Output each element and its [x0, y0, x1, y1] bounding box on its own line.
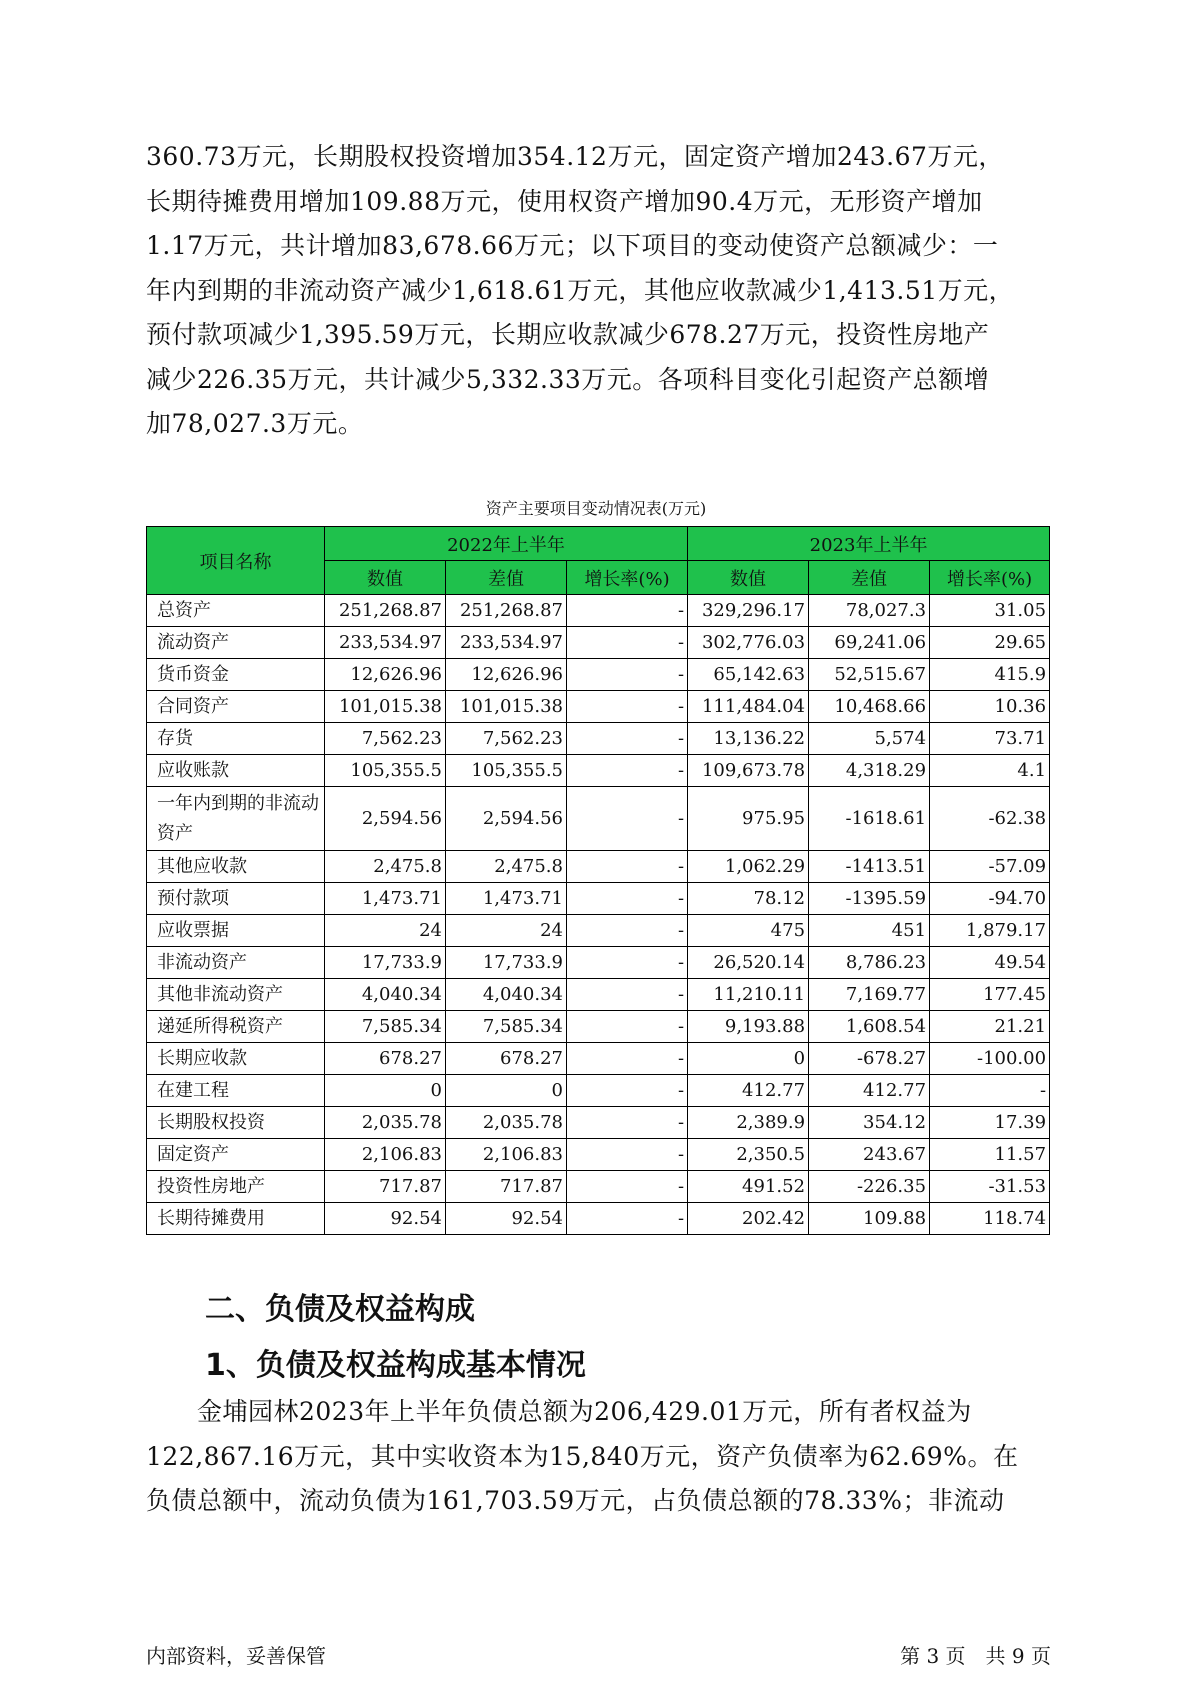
value-2023-cell: 2,350.5 — [688, 1139, 809, 1171]
diff-2023-cell: -1395.59 — [809, 883, 930, 915]
subheader-growth: 增长率(%) — [930, 561, 1050, 595]
intro-line: 预付款项减少1,395.59万元，长期应收款减少678.27万元，投资性房地产 — [146, 320, 990, 349]
diff-2023-cell: -678.27 — [809, 1043, 930, 1075]
diff-2022-cell: 101,015.38 — [446, 691, 567, 723]
growth-2022-cell: - — [567, 627, 688, 659]
diff-2022-cell: 2,035.78 — [446, 1107, 567, 1139]
diff-2022-cell: 717.87 — [446, 1171, 567, 1203]
growth-2022-cell: - — [567, 787, 688, 851]
value-2023-cell: 0 — [688, 1043, 809, 1075]
growth-2022-cell: - — [567, 1043, 688, 1075]
growth-2023-cell: -62.38 — [930, 787, 1050, 851]
table-row — [147, 883, 1050, 915]
diff-2023-cell: 5,574 — [809, 723, 930, 755]
subheader-diff: 差值 — [809, 561, 930, 595]
value-2022-cell: 7,585.34 — [325, 1011, 446, 1043]
intro-line: 360.73万元，长期股权投资增加354.12万元，固定资产增加243.67万元， — [146, 142, 1004, 171]
value-2023-cell: 491.52 — [688, 1171, 809, 1203]
intro-line: 减少226.35万元，共计减少5,332.33万元。各项科目变化引起资产总额增 — [146, 364, 990, 394]
table-row — [147, 851, 1050, 883]
diff-2022-cell: 233,534.97 — [446, 627, 567, 659]
table-row — [147, 979, 1050, 1011]
body-line: 122,867.16万元，其中实收资本为15,840万元，资产负债率为62.69%。在 — [146, 1441, 1019, 1471]
growth-2023-cell: 11.57 — [930, 1139, 1050, 1171]
diff-2022-cell: 24 — [446, 915, 567, 947]
diff-2022-cell: 17,733.9 — [446, 947, 567, 979]
value-2022-cell: 4,040.34 — [325, 979, 446, 1011]
value-2023-cell: 65,142.63 — [688, 659, 809, 691]
growth-2022-cell: - — [567, 1011, 688, 1043]
table-row — [147, 1011, 1050, 1043]
table-row — [147, 1171, 1050, 1203]
growth-2023-cell: 29.65 — [930, 627, 1050, 659]
table-row — [147, 947, 1050, 979]
growth-2022-cell: - — [567, 691, 688, 723]
row-name-cell: 固定资产 — [147, 1139, 325, 1171]
row-name-cell: 递延所得税资产 — [147, 1011, 325, 1043]
subheader-diff: 差值 — [446, 561, 567, 595]
value-2022-cell: 2,106.83 — [325, 1139, 446, 1171]
diff-2022-cell: 0 — [446, 1075, 567, 1107]
intro-line: 加78,027.3万元。 — [146, 409, 364, 438]
value-2023-cell: 2,389.9 — [688, 1107, 809, 1139]
body-line: 金埔园林2023年上半年负债总额为206,429.01万元，所有者权益为 — [146, 1397, 972, 1426]
table-row — [147, 1203, 1050, 1235]
growth-2023-cell: 10.36 — [930, 691, 1050, 723]
diff-2022-cell: 2,594.56 — [446, 787, 567, 851]
value-2023-cell: 975.95 — [688, 787, 809, 851]
value-2022-cell: 17,733.9 — [325, 947, 446, 979]
diff-2022-cell: 678.27 — [446, 1043, 567, 1075]
growth-2023-cell: 21.21 — [930, 1011, 1050, 1043]
value-2023-cell: 13,136.22 — [688, 723, 809, 755]
value-2023-cell: 11,210.11 — [688, 979, 809, 1011]
value-2022-cell: 717.87 — [325, 1171, 446, 1203]
value-2022-cell: 1,473.71 — [325, 883, 446, 915]
diff-2022-cell: 12,626.96 — [446, 659, 567, 691]
value-2023-cell: 202.42 — [688, 1203, 809, 1235]
growth-2022-cell: - — [567, 883, 688, 915]
growth-2022-cell: - — [567, 659, 688, 691]
growth-2022-cell: - — [567, 1171, 688, 1203]
diff-2022-cell: 92.54 — [446, 1203, 567, 1235]
value-2023-cell: 302,776.03 — [688, 627, 809, 659]
table-row — [147, 1107, 1050, 1139]
diff-2022-cell: 7,585.34 — [446, 1011, 567, 1043]
header-period-2023: 2023年上半年 — [688, 527, 1050, 561]
table-caption: 资产主要项目变动情况表(万元) — [485, 499, 707, 518]
section-heading: 二、负债及权益构成 — [205, 1292, 475, 1327]
table-row — [147, 595, 1050, 627]
table-body — [147, 595, 1050, 1235]
value-2022-cell: 251,268.87 — [325, 595, 446, 627]
diff-2023-cell: 354.12 — [809, 1107, 930, 1139]
value-2022-cell: 233,534.97 — [325, 627, 446, 659]
row-name-cell: 应收账款 — [147, 755, 325, 787]
value-2022-cell: 2,475.8 — [325, 851, 446, 883]
growth-2023-cell: 118.74 — [930, 1203, 1050, 1235]
diff-2022-cell: 105,355.5 — [446, 755, 567, 787]
body-line: 负债总额中，流动负债为161,703.59万元，占负债总额的78.33%；非流动 — [146, 1486, 1005, 1515]
subsection-heading: 1、负债及权益构成基本情况 — [205, 1348, 586, 1383]
table-row — [147, 659, 1050, 691]
diff-2023-cell: 4,318.29 — [809, 755, 930, 787]
diff-2023-cell: 451 — [809, 915, 930, 947]
value-2022-cell: 0 — [325, 1075, 446, 1107]
value-2023-cell: 1,062.29 — [688, 851, 809, 883]
value-2023-cell: 109,673.78 — [688, 755, 809, 787]
value-2023-cell: 26,520.14 — [688, 947, 809, 979]
growth-2023-cell: 1,879.17 — [930, 915, 1050, 947]
diff-2023-cell: 1,608.54 — [809, 1011, 930, 1043]
diff-2023-cell: 7,169.77 — [809, 979, 930, 1011]
row-name-cell: 其他应收款 — [147, 851, 325, 883]
intro-line: 年内到期的非流动资产减少1,618.61万元，其他应收款减少1,413.51万元， — [146, 275, 1015, 305]
header-item-name: 项目名称 — [147, 527, 325, 595]
diff-2022-cell: 4,040.34 — [446, 979, 567, 1011]
subheader-growth: 增长率(%) — [567, 561, 688, 595]
value-2022-cell: 92.54 — [325, 1203, 446, 1235]
diff-2022-cell: 7,562.23 — [446, 723, 567, 755]
growth-2022-cell: - — [567, 1075, 688, 1107]
growth-2023-cell: -94.70 — [930, 883, 1050, 915]
value-2022-cell: 12,626.96 — [325, 659, 446, 691]
growth-2023-cell: -57.09 — [930, 851, 1050, 883]
diff-2023-cell: 8,786.23 — [809, 947, 930, 979]
table-row — [147, 1139, 1050, 1171]
diff-2023-cell: 69,241.06 — [809, 627, 930, 659]
growth-2022-cell: - — [567, 595, 688, 627]
intro-line: 长期待摊费用增加109.88万元，使用权资产增加90.4万元，无形资产增加 — [146, 186, 983, 216]
growth-2023-cell: 415.9 — [930, 659, 1050, 691]
diff-2023-cell: -1618.61 — [809, 787, 930, 851]
value-2022-cell: 24 — [325, 915, 446, 947]
diff-2023-cell: -226.35 — [809, 1171, 930, 1203]
row-name-cell: 长期股权投资 — [147, 1107, 325, 1139]
table-row — [147, 723, 1050, 755]
value-2022-cell: 678.27 — [325, 1043, 446, 1075]
value-2022-cell: 101,015.38 — [325, 691, 446, 723]
value-2023-cell: 412.77 — [688, 1075, 809, 1107]
diff-2022-cell: 2,475.8 — [446, 851, 567, 883]
growth-2023-cell: 31.05 — [930, 595, 1050, 627]
diff-2022-cell: 251,268.87 — [446, 595, 567, 627]
footer-confidential-note: 内部资料，妥善保管 — [146, 1644, 326, 1668]
value-2022-cell: 2,035.78 — [325, 1107, 446, 1139]
growth-2022-cell: - — [567, 1107, 688, 1139]
growth-2023-cell: - — [930, 1075, 1050, 1107]
row-name-cell: 非流动资产 — [147, 947, 325, 979]
growth-2022-cell: - — [567, 851, 688, 883]
growth-2023-cell: 49.54 — [930, 947, 1050, 979]
table-row — [147, 627, 1050, 659]
growth-2022-cell: - — [567, 979, 688, 1011]
growth-2023-cell: 73.71 — [930, 723, 1050, 755]
growth-2022-cell: - — [567, 915, 688, 947]
growth-2022-cell: - — [567, 755, 688, 787]
row-name-cell: 一年内到期的非流动资产 — [147, 787, 325, 851]
growth-2023-cell: 177.45 — [930, 979, 1050, 1011]
value-2022-cell: 2,594.56 — [325, 787, 446, 851]
body-paragraph — [146, 1390, 1046, 1524]
diff-2023-cell: 412.77 — [809, 1075, 930, 1107]
row-name-cell: 其他非流动资产 — [147, 979, 325, 1011]
footer-page-number: 第 3 页 共 9 页 — [900, 1644, 1051, 1668]
growth-2022-cell: - — [567, 1139, 688, 1171]
row-name-cell: 流动资产 — [147, 627, 325, 659]
growth-2022-cell: - — [567, 947, 688, 979]
table-row — [147, 787, 1050, 851]
value-2023-cell: 475 — [688, 915, 809, 947]
subheader-value: 数值 — [688, 561, 809, 595]
subheader-value: 数值 — [325, 561, 446, 595]
table-row — [147, 1043, 1050, 1075]
diff-2022-cell: 2,106.83 — [446, 1139, 567, 1171]
header-period-2022: 2022年上半年 — [325, 527, 688, 561]
growth-2023-cell: 17.39 — [930, 1107, 1050, 1139]
table-row — [147, 755, 1050, 787]
diff-2023-cell: -1413.51 — [809, 851, 930, 883]
value-2022-cell: 105,355.5 — [325, 755, 446, 787]
row-name-cell: 总资产 — [147, 595, 325, 627]
diff-2023-cell: 243.67 — [809, 1139, 930, 1171]
intro-paragraph — [146, 135, 1046, 447]
row-name-cell: 长期应收款 — [147, 1043, 325, 1075]
growth-2023-cell: -31.53 — [930, 1171, 1050, 1203]
row-name-cell: 投资性房地产 — [147, 1171, 325, 1203]
row-name-cell: 存货 — [147, 723, 325, 755]
asset-change-table — [146, 526, 1050, 1235]
growth-2023-cell: -100.00 — [930, 1043, 1050, 1075]
diff-2022-cell: 1,473.71 — [446, 883, 567, 915]
diff-2023-cell: 10,468.66 — [809, 691, 930, 723]
value-2023-cell: 329,296.17 — [688, 595, 809, 627]
intro-line: 1.17万元，共计增加83,678.66万元；以下项目的变动使资产总额减少：一 — [146, 231, 999, 260]
row-name-cell: 应收票据 — [147, 915, 325, 947]
diff-2023-cell: 109.88 — [809, 1203, 930, 1235]
growth-2022-cell: - — [567, 723, 688, 755]
row-name-cell: 预付款项 — [147, 883, 325, 915]
diff-2023-cell: 78,027.3 — [809, 595, 930, 627]
value-2023-cell: 111,484.04 — [688, 691, 809, 723]
table-row — [147, 1075, 1050, 1107]
row-name-cell: 长期待摊费用 — [147, 1203, 325, 1235]
value-2022-cell: 7,562.23 — [325, 723, 446, 755]
table-row — [147, 915, 1050, 947]
value-2023-cell: 9,193.88 — [688, 1011, 809, 1043]
table-row — [147, 691, 1050, 723]
value-2023-cell: 78.12 — [688, 883, 809, 915]
growth-2022-cell: - — [567, 1203, 688, 1235]
growth-2023-cell: 4.1 — [930, 755, 1050, 787]
row-name-cell: 货币资金 — [147, 659, 325, 691]
diff-2023-cell: 52,515.67 — [809, 659, 930, 691]
row-name-cell: 在建工程 — [147, 1075, 325, 1107]
row-name-cell: 合同资产 — [147, 691, 325, 723]
